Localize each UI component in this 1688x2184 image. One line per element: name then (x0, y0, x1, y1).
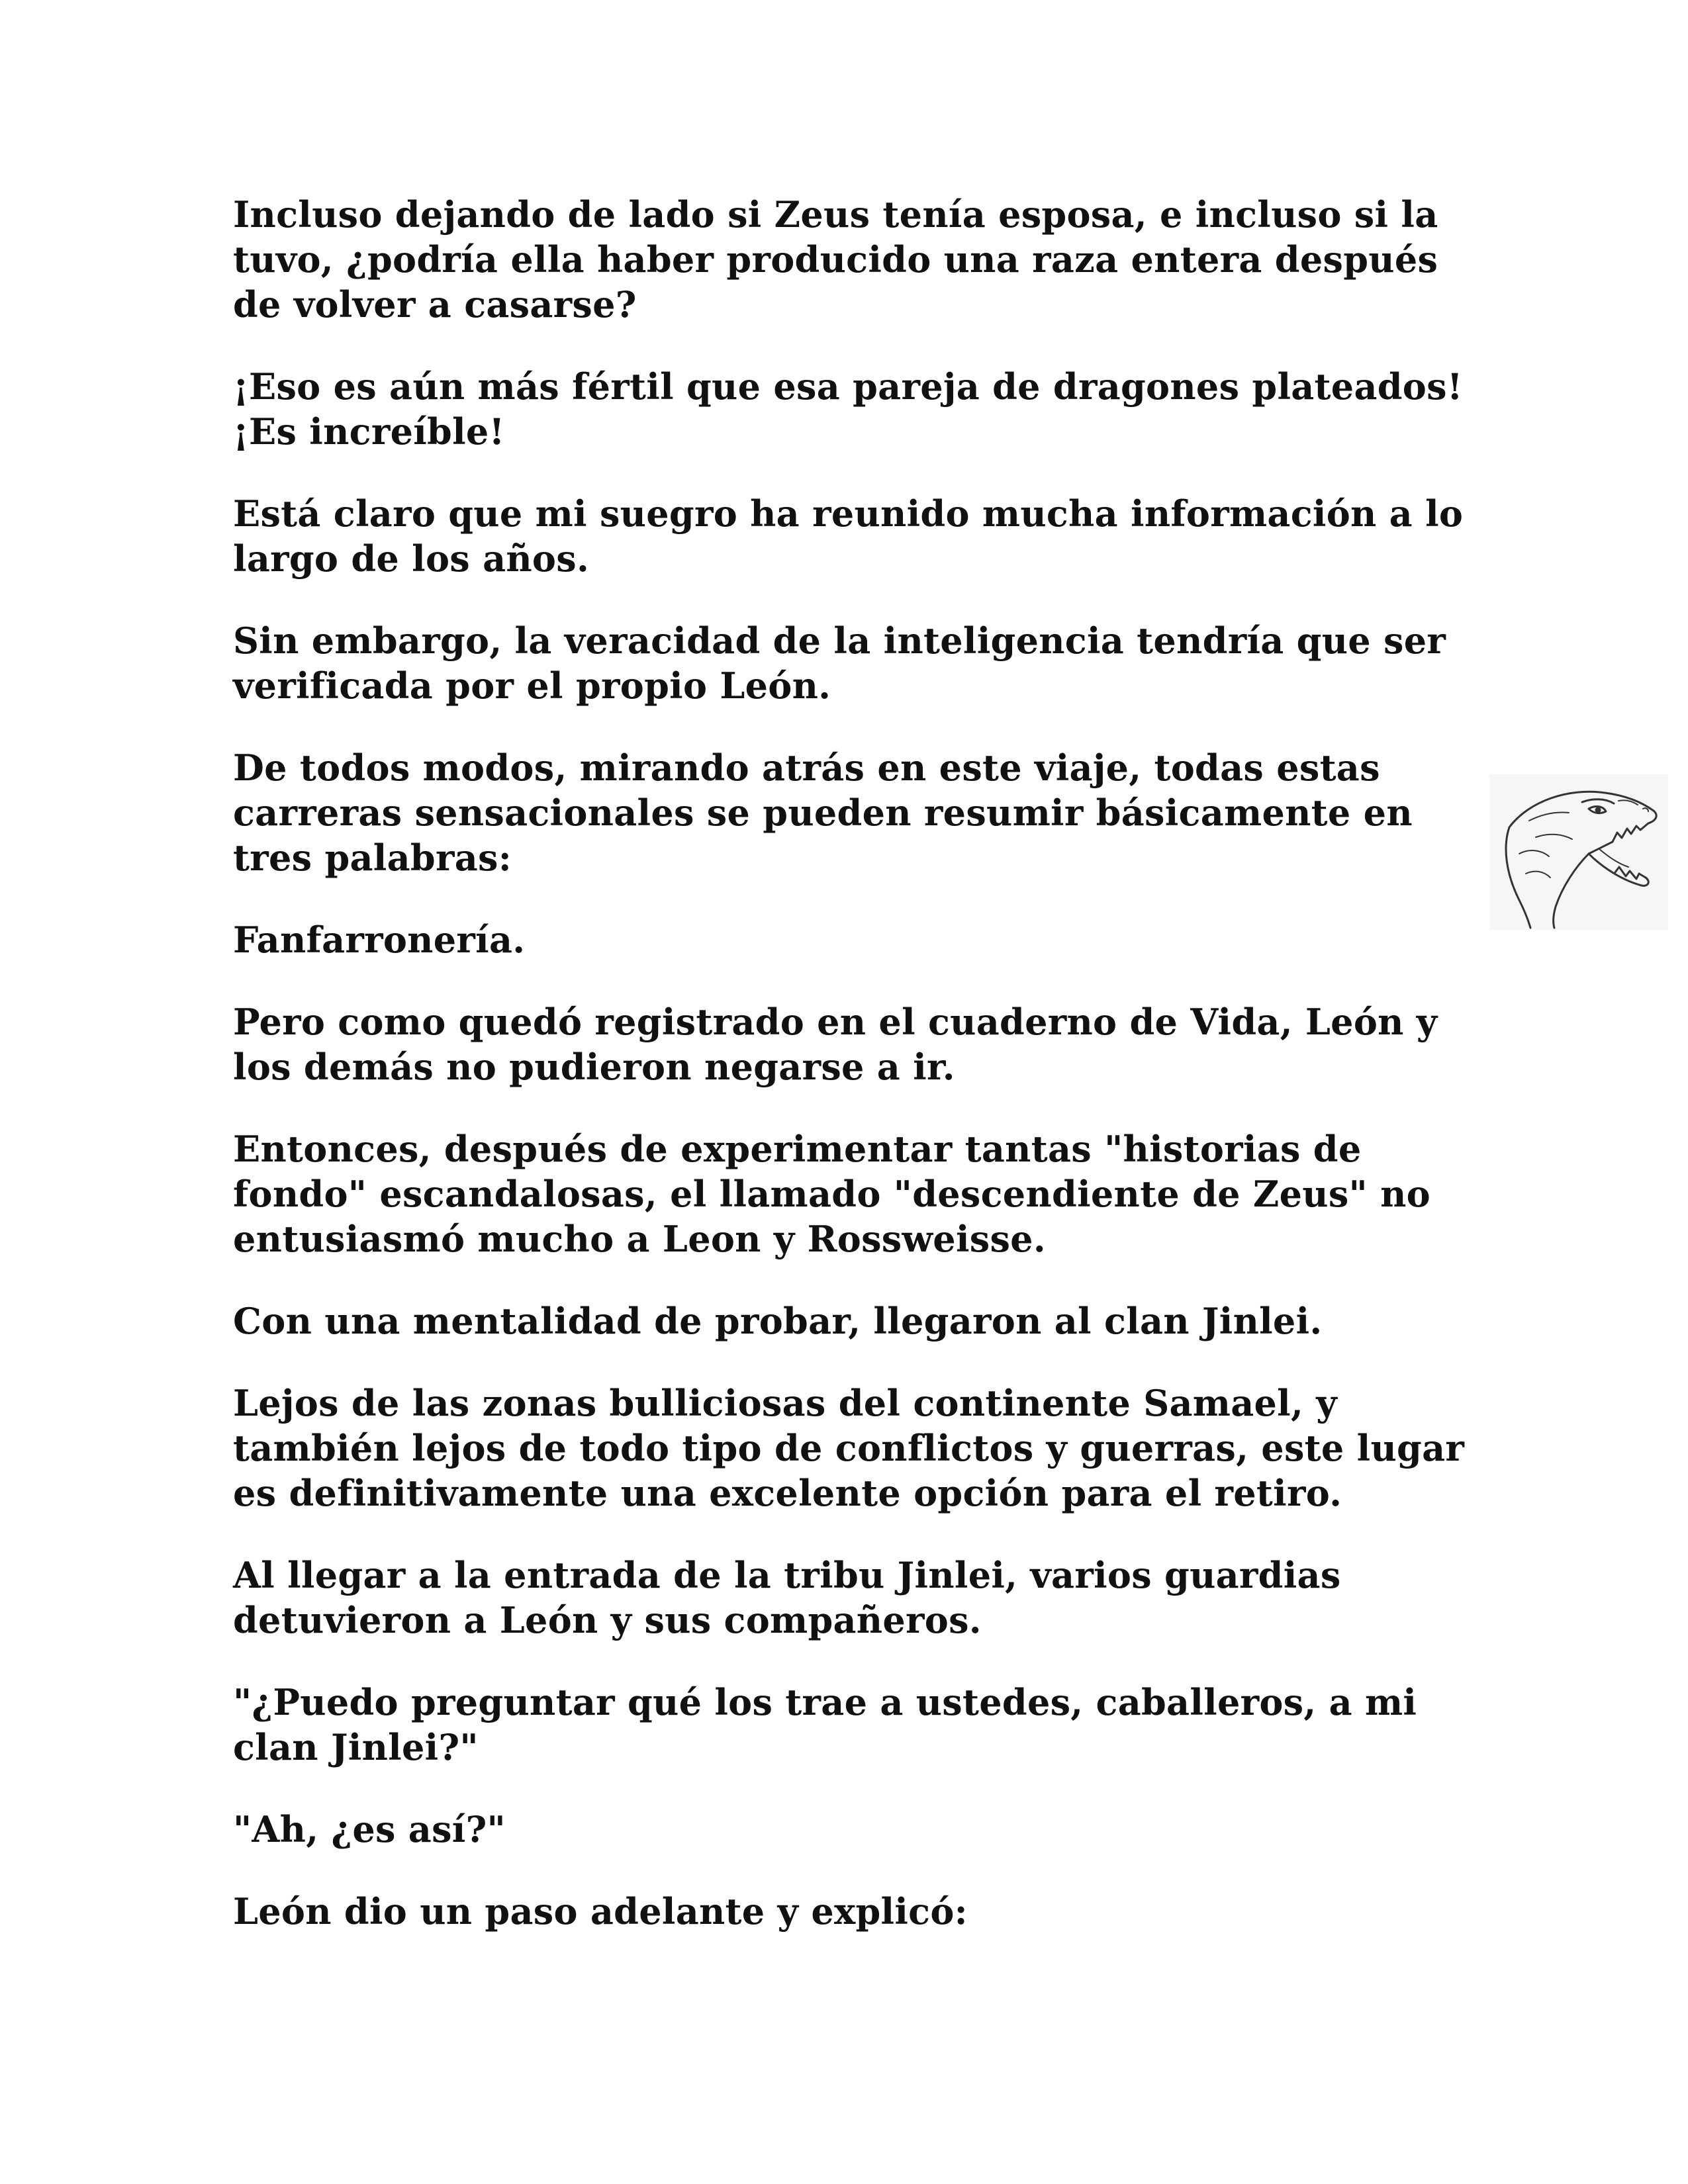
paragraph-2: ¡Eso es aún más fértil que esa pareja de dragones plateados! ¡Es increíble! (233, 365, 1463, 453)
paragraph-4: Sin embargo, la veracidad de la inteligencia tendría que ser verificada por el propio León. (233, 619, 1446, 707)
paragraph-3: Está claro que mi suegro ha reunido mucha información a lo largo de los años. (233, 492, 1464, 580)
story-text (233, 192, 1477, 1971)
paragraph-1: Incluso dejando de lado si Zeus tenía esposa, e incluso si la tuvo, ¿podría ella haber producido una raza entera después de volver a casarse? (233, 193, 1438, 326)
paragraph-10: Lejos de las zonas bulliciosas del continente Samael, y también lejos de todo tipo de conflictos y guerras, este lugar es definitivamente una excelente opción para el retiro. (233, 1382, 1465, 1514)
paragraph-14: León dio un paso adelante y explicó: (233, 1890, 968, 1933)
paragraph-12: "¿Puedo preguntar qué los trae a ustedes, caballeros, a mi clan Jinlei?" (233, 1681, 1417, 1768)
paragraph-9: Con una mentalidad de probar, llegaron al clan Jinlei. (233, 1300, 1323, 1342)
dinosaur-head-sketch-icon (1489, 774, 1668, 930)
paragraph-13: "Ah, ¿es así?" (233, 1808, 506, 1850)
paragraph-7: Pero como quedó registrado en el cuaderno de Vida, León y los demás no pudieron negarse a ir. (233, 1001, 1438, 1088)
paragraph-11: Al llegar a la entrada de la tribu Jinlei, varios guardias detuvieron a León y sus compañeros. (233, 1554, 1341, 1641)
paragraph-8: Entonces, después de experimentar tantas "historias de fondo" escandalosas, el llamado "descendiente de Zeus" no entusiasmó mucho a Leon y Rossweisse. (233, 1128, 1430, 1260)
paragraph-5: De todos modos, mirando atrás en este viaje, todas estas carreras sensacionales se pueden resumir básicamente en tres palabras: (233, 747, 1413, 879)
paragraph-6: Fanfarronería. (233, 919, 526, 961)
